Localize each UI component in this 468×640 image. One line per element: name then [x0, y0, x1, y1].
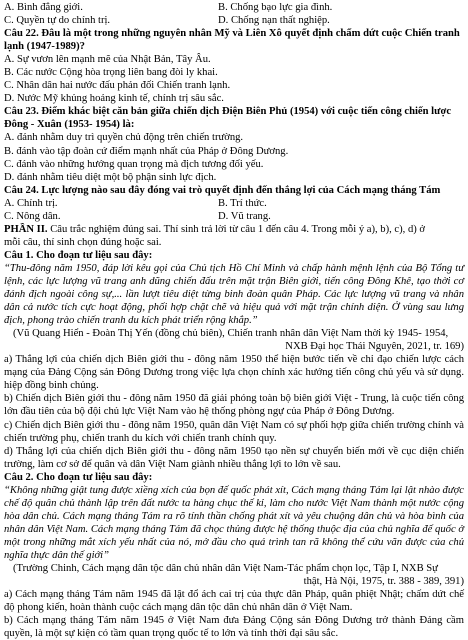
question-23-stem-cont: Đông - Xuân (1953- 1954) là: [4, 119, 135, 131]
question-2-citation-cont: thật, Hà Nội, 1975, tr. 388 - 389, 391) [303, 576, 464, 588]
part-2-instructions: Câu trắc nghiệm đúng sai. Thí sinh trả lời từ câu 1 đến câu 4. Trong mỗi ý a), b), c), d) ở [47, 223, 426, 235]
question-1-citation: (Vũ Quang Hiển - Đoàn Thị Yến (đồng chủ biên), Chiến tranh nhân dân Việt Nam thời kỳ 1945- 1954, [13, 328, 449, 340]
q24-options-row-2 [4, 210, 464, 223]
option-d: D. Chống nạn thất nghiệp. [218, 15, 330, 27]
option-a: A. Bình đẳng giới. [4, 2, 83, 13]
q24-option-a: A. Chính trị. [4, 197, 58, 209]
question-24-stem: Câu 24. Lực lượng nào sau đây đóng vai trò quyết định đến thắng lợi của Cách mạng tháng Tám [4, 184, 441, 196]
q24-option-b: B. Trí thức. [218, 197, 267, 209]
q21-options-row-2 [4, 14, 464, 27]
q23-option-c: C. đánh vào những hướng quan trọng mà địch tương đối yếu. [4, 158, 264, 170]
option-b: B. Chống bạo lực gia đình. [218, 2, 333, 13]
question-2-statement-a: a) Cách mạng tháng Tám năm 1945 đã lật đổ ách cai trị của thực dân Pháp, quân phiệt Nhật; chấm dứt chế độ phong kiến, hoàn thành cuộc cách mạng dân tộc dân chủ nhân dân ở Việt Nam. [4, 589, 464, 614]
question-1-statement-c: c) Chiến dịch Biên giới thu - đông năm 1950, quân dân Việt Nam có sự phối hợp giữa chiến trường chính và chiến trường phụ, chiến tranh du kích với chiến tranh chính quy. [4, 419, 464, 444]
question-1-source-quote: “Thu-đông năm 1950, đáp lời kêu gọi của Chủ tịch Hồ Chí Minh và chấp hành mệnh lệnh của Bộ Tổng tư lệnh, các lực lượng vũ trang anh dũng chiến đấu trên mặt trận Biên giới, tiến công Đông Khê, tạo thời cơ đánh địch ngoài công sự,... lần lượt tiêu diệt từng binh đoàn quân Pháp. Các lực lượng vũ trang và nhân dân cả nước tích cực hoạt động, phối hợp chặt chẽ và hiệu quả với mặt trận chính diện. Ở vùng sau lưng địch, phong trào chiến tranh du kích phát triển rộng khắp.” [4, 262, 464, 327]
q24-option-c: C. Nông dân. [4, 210, 61, 222]
question-2-statement-b: b) Cách mạng tháng Tám năm 1945 ở Việt Nam đưa Đảng Cộng sản Đông Dương trở thành Đảng cầm quyền, là một sự kiện có tầm quan trọng quốc tế to lớn và tính thời đại sâu sắc. [4, 615, 464, 640]
question-2-citation: (Trường Chinh, Cách mạng dân tộc dân chủ nhân dân Việt Nam-Tác phẩm chọn lọc, Tập I, NXB Sự [13, 563, 438, 575]
q22-option-b: B. Các nước Cộng hòa trọng liên bang đòi ly khai. [4, 67, 218, 79]
question-1-statement-a: a) Thắng lợi của chiến dịch Biên giới thu - đông năm 1950 thể hiện bước tiến về chỉ đạo chiến lược cách mạng của Đảng Cộng sản Đông Dương trong việc lựa chọn chính xác hướng tiến công chủ yếu và sử dụng. hiệp đồng binh chủng. [4, 354, 464, 392]
q22-option-d: D. Nước Mỹ khủng hoảng kinh tế, chính trị sâu sắc. [4, 93, 224, 105]
q23-option-b: B. đánh vào tập đoàn cứ điểm mạnh nhất của Pháp ở Đông Dương. [4, 145, 289, 157]
question-2-source-quote: “Không những giật tung được xiềng xích của bọn đế quốc phát xít, Cách mạng tháng Tám lại lật nhào được chế độ quân chủ thành lập trên đất nước ta hàng chục thế kỉ, làm cho nước Việt Nam thành một nước cộng hòa dân chủ. Cách mạng tháng Tám ra rõ tính thần chống phát xít và yêu chuộng dân chủ và hòa bình của nhân dân Việt Nam. Cách mạng tháng Tám đã chọc thủng được hệ thống thuộc địa của chủ nghĩa đế quốc ở một trong những mắt xích yếu nhất của nó, mở đầu cho quá trình tan rã không thể cứu vãn được của chủ nghĩa thực dân thế giới” [4, 484, 464, 561]
question-1-statement-d: d) Thắng lợi của chiến dịch Biên giới thu - đông năm 1950 tạo nền sự chuyển biến mới về cục diện chiến trường, làm cơ sở để quân và dân Việt Nam giành nhiều thắng lợi to lớn về sau. [4, 445, 464, 470]
question-23-stem: Câu 23. Điểm khác biệt căn bản giữa chiến dịch Điện Biên Phủ (1954) với cuộc tiến công chiến lược [4, 106, 452, 118]
question-22-stem: Câu 22. Đâu là một trong những nguyên nhân Mỹ và Liên Xô quyết định chấm dứt cuộc Chiến tranh [4, 28, 460, 40]
q23-option-a: A. đánh nhằm duy trì quyền chủ động trên chiến trường. [4, 132, 244, 144]
part-2-heading [4, 223, 464, 236]
part-2-instructions-cont: mỗi câu, thí sinh chọn đúng hoặc sai. [4, 236, 162, 248]
question-1-title: Câu 1. Cho đoạn tư liệu sau đây: [4, 249, 153, 261]
question-2-title: Câu 2. Cho đoạn tư liệu sau đây: [4, 471, 153, 483]
part-2-label: PHẦN II. [4, 223, 48, 235]
q23-option-d: D. đánh nhằm tiêu diệt một bộ phận sinh lực địch. [4, 171, 217, 183]
q24-option-d: D. Vũ trang. [218, 210, 271, 222]
option-c: C. Quyền tự do chính trị. [4, 15, 111, 27]
q21-options-row-1 [4, 1, 464, 14]
question-22-stem-cont: lạnh (1947-1989)? [4, 41, 85, 53]
q22-option-c: C. Nhân dân hai nước đấu phản đối Chiến tranh lạnh. [4, 80, 231, 92]
question-1-citation-cont: NXB Đại học Thái Nguyên, 2021, tr. 169) [285, 341, 464, 353]
q22-option-a: A. Sự vươn lên mạnh mẽ của Nhật Bản, Tây Âu. [4, 54, 211, 66]
question-1-statement-b: b) Chiến dịch Biên giới thu - đông năm 1950 đã giải phóng toàn bộ biên giới Việt - Trung, là cuộc tiến công lớn đầu tiên của bộ đội chủ lực Việt Nam vào hệ thống phòng ngự của Pháp ở Đông Dương. [4, 393, 464, 418]
q24-options-row-1 [4, 197, 464, 210]
